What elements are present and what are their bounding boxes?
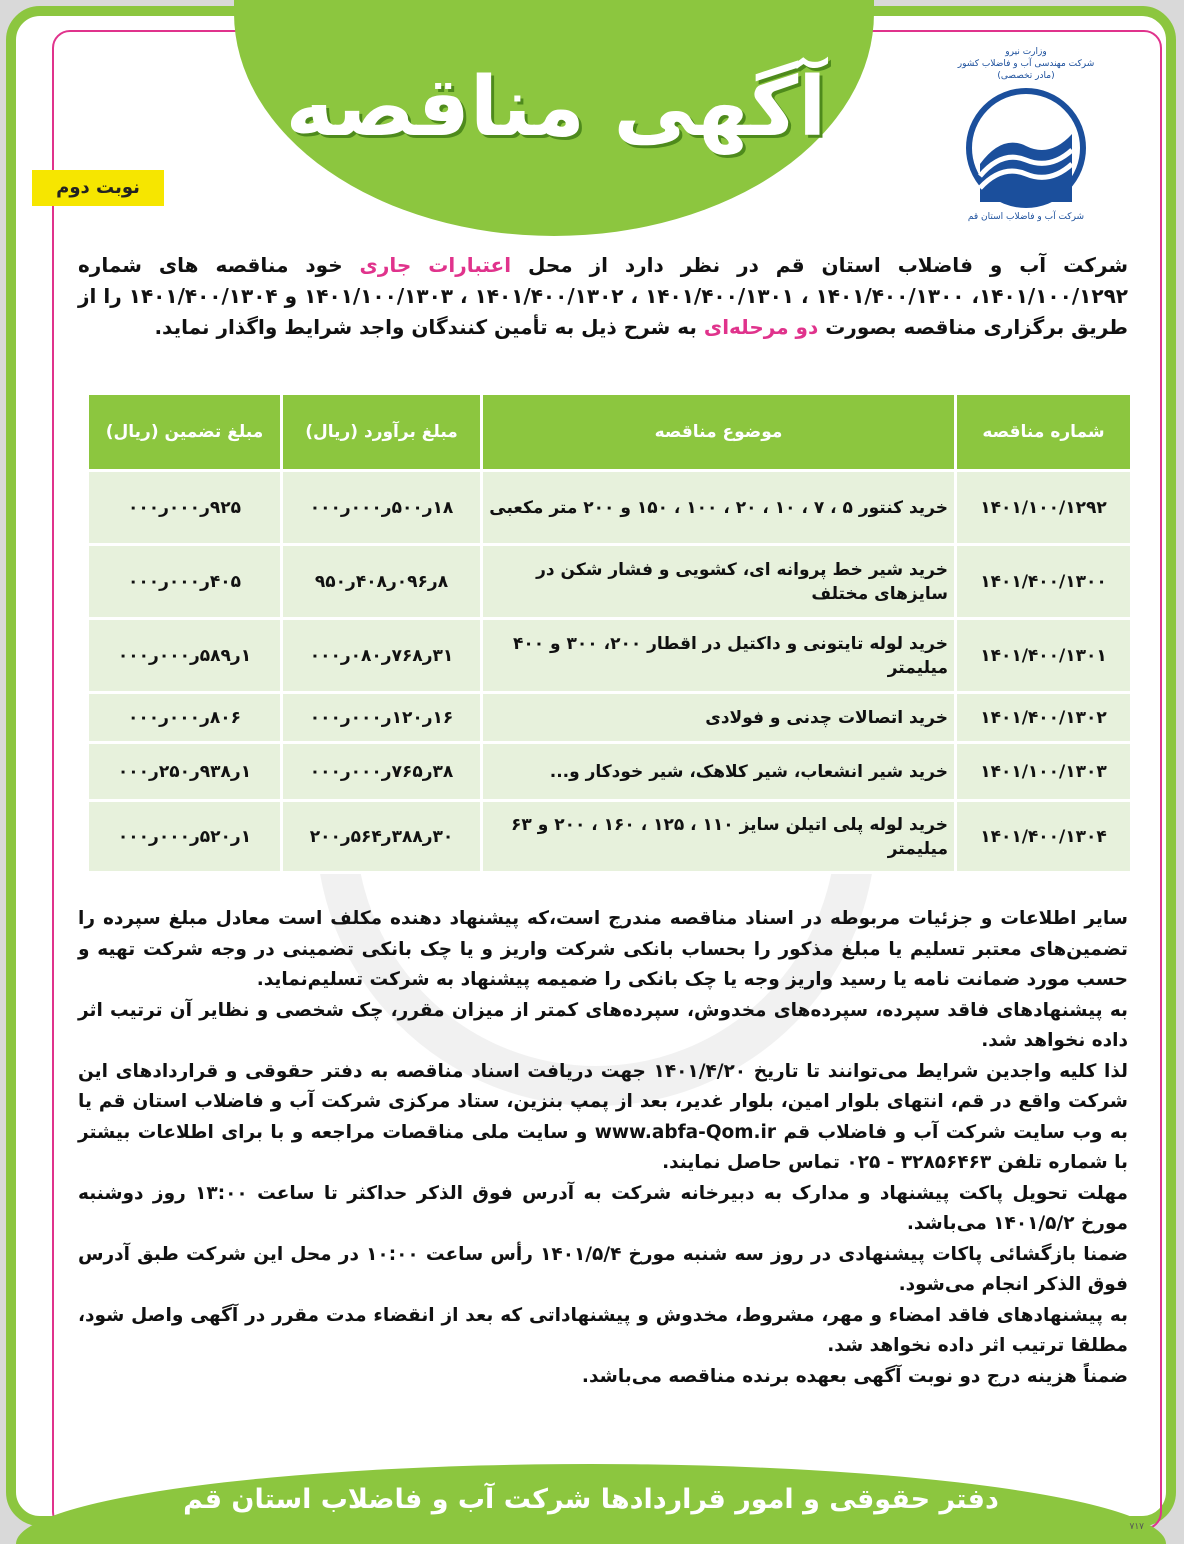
- cell-subject: خرید لوله پلی اتیلن سایز ۱۱۰ ، ۱۲۵ ، ۱۶۰ ، ۲۰۰ و ۶۳ میلیمتر: [482, 801, 956, 873]
- cell-number: ۱۴۰۱/۴۰۰/۱۳۰۲: [956, 693, 1132, 743]
- paragraph-deposit: سایر اطلاعات و جزئیات مربوطه در اسناد مناقصه مندرج است،که پیشنهاد دهنده مکلف است معادل مبلغ سپرده را تضمین‌های معتبر تسلیم یا مبلغ مذکور را بحساب بانکی شرکت واریز و یا چک بانکی تضمینی در وجه شرکت تهیه و حسب مورد ضمانت نامه یا رسید واریز وجه یا چک بانکی را ضمیمه پیشنهاد به شرکت تسلیم‌نماید.: [78, 908, 1128, 990]
- logo-bottom-text: شرکت آب و فاضلاب استان قم: [967, 212, 1085, 222]
- cell-subject: خرید کنتور ۵ ، ۷ ، ۱۰ ، ۲۰ ، ۱۰۰ ، ۱۵۰ و ۲۰۰ متر مکعبی: [482, 471, 956, 545]
- paragraph-deadline: مهلت تحویل پاکت پیشنهاد و مدارک به دبیرخانه شرکت به آدرس فوق الذکر حداکثر تا ساعت ۱۳:۰۰ روز دوشنبه مورخ ۱۴۰۱/۵/۲ می‌باشد.: [78, 1182, 1128, 1234]
- intro-part2: خود مناقصه های شماره ۱۴۰۱/۱۰۰/۱۲۹۲، ۱۴۰۱/۴۰۰/۱۳۰۰ ، ۱۴۰۱/۴۰۰/۱۳۰۱ ، ۱۴۰۱/۴۰۰/۱۳۰۲ ، ۱۴۰۱/۱۰۰/۱۳۰۳ و ۱۴۰۱/۴۰۰/۱۳۰۴ را از طریق برگزاری مناقصه بصورت: [78, 253, 1128, 339]
- water-logo-icon: [966, 88, 1086, 208]
- cell-number: ۱۴۰۱/۴۰۰/۱۳۰۱: [956, 619, 1132, 693]
- header-number: شماره مناقصه: [956, 394, 1132, 471]
- logo-top-text: وزارت نیرو شرکت مهندسی آب و فاضلاب کشور (مادر تخصصی): [957, 47, 1095, 81]
- company-logo: [946, 46, 1106, 266]
- table-row: [88, 693, 1132, 743]
- cell-subject: خرید شیر خط پروانه ای، کشویی و فشار شکن در سایزهای مختلف: [482, 545, 956, 619]
- table-row: [88, 743, 1132, 801]
- cell-estimate: ۱۶ر۱۲۰ر۰۰۰ر۰۰۰: [282, 693, 482, 743]
- cell-number: ۱۴۰۱/۴۰۰/۱۳۰۰: [956, 545, 1132, 619]
- cell-estimate: ۳۸ر۷۶۵ر۰۰۰ر۰۰۰: [282, 743, 482, 801]
- table-row: [88, 801, 1132, 873]
- cell-estimate: ۱۸ر۵۰۰ر۰۰۰ر۰۰۰: [282, 471, 482, 545]
- conditions-text: [78, 904, 1128, 1392]
- ad-frame: [6, 6, 1176, 1532]
- cell-subject: خرید شیر انشعاب، شیر کلاهک، شیر خودکار و...: [482, 743, 956, 801]
- header-guarantee: مبلغ تضمین (ریال): [88, 394, 282, 471]
- cell-subject: خرید لوله تایتونی و داکتیل در اقطار ۲۰۰، ۳۰۰ و ۴۰۰ میلیمتر: [482, 619, 956, 693]
- intro-stages: دو مرحله‌ای: [703, 315, 819, 339]
- paragraph-documents: لذا کلیه واجدین شرایط می‌توانند تا تاریخ ۱۴۰۱/۴/۲۰ جهت دریافت اسناد مناقصه به دفتر حقوقی و قراردادهای این شرکت واقع در قم، انتهای بلوار امین، بلوار غدیر، بعد از پمپ بنزین، ستاد مرکزی شرکت آب و فاضلاب استان قم یا به وب سایت شرکت آب و فاضلاب قم www.abfa-Qom.ir و سایت ملی مناقصات مراجعه و با برای اطلاعات بیشتر با شماره تلفن ۳۲۸۵۶۴۶۳ - ۰۲۵ تماس حاصل نمایند.: [78, 1060, 1128, 1173]
- table-header-row: [88, 394, 1132, 471]
- table-row: [88, 545, 1132, 619]
- page-title: آگهی مناقصه: [285, 60, 827, 155]
- cell-estimate: ۸ر۰۹۶ر۴۰۸ر۹۵۰: [282, 545, 482, 619]
- footer-text: دفتر حقوقی و امور قراردادها شرکت آب و فاضلاب استان قم: [183, 1484, 999, 1515]
- cell-guarantee: ۹۲۵ر۰۰۰ر۰۰۰: [88, 471, 282, 545]
- header-estimate: مبلغ برآورد (ریال): [282, 394, 482, 471]
- cell-subject: خرید اتصالات چدنی و فولادی: [482, 693, 956, 743]
- intro-funding: اعتبارات جاری: [359, 253, 512, 277]
- ad-code: ۷۱۷: [1129, 1522, 1144, 1532]
- paragraph-opening: ضمنا بازگشائی پاکات پیشنهادی در روز سه شنبه مورخ ۱۴۰۱/۵/۴ رأس ساعت ۱۰:۰۰ در محل این شرکت طبق آدرس فوق الذکر انجام می‌شود.: [78, 1243, 1129, 1295]
- cell-guarantee: ۸۰۶ر۰۰۰ر۰۰۰: [88, 693, 282, 743]
- cell-guarantee: ۱ر۵۸۹ر۰۰۰ر۰۰۰: [88, 619, 282, 693]
- cell-guarantee: ۴۰۵ر۰۰۰ر۰۰۰: [88, 545, 282, 619]
- cell-number: ۱۴۰۱/۴۰۰/۱۳۰۴: [956, 801, 1132, 873]
- table-row: [88, 471, 1132, 545]
- paragraph-invalid-deposit: به پیشنهادهای فاقد سپرده، سپرده‌های مخدوش، سپرده‌های کمتر از میزان مقرر، چک شخصی و نظایر آن ترتیب اثر داده نخواهد شد.: [78, 999, 1128, 1051]
- paragraph-cost: ضمناً هزینه درج دو نوبت آگهی بعهده برنده مناقصه می‌باشد.: [581, 1365, 1128, 1387]
- cell-guarantee: ۱ر۵۲۰ر۰۰۰ر۰۰۰: [88, 801, 282, 873]
- cell-estimate: ۳۰ر۳۸۸ر۵۶۴ر۲۰۰: [282, 801, 482, 873]
- cell-estimate: ۳۱ر۷۶۸ر۰۸۰ر۰۰۰: [282, 619, 482, 693]
- tender-table: [86, 392, 1133, 874]
- round-badge: نوبت دوم: [32, 170, 164, 206]
- cell-guarantee: ۱ر۹۳۸ر۲۵۰ر۰۰۰: [88, 743, 282, 801]
- header-subject: موضوع مناقصه: [482, 394, 956, 471]
- cell-number: ۱۴۰۱/۱۰۰/۱۳۰۳: [956, 743, 1132, 801]
- cell-number: ۱۴۰۱/۱۰۰/۱۲۹۲: [956, 471, 1132, 545]
- paragraph-invalid-bids: به پیشنهادهای فاقد امضاء و مهر، مشروط، مخدوش و پیشنهاداتی که بعد از انقضاء مدت مقرر در آگهی واصل شود، مطلقا ترتیب اثر داده نخواهد شد.: [78, 1304, 1128, 1356]
- intro-part1: شرکت آب و فاضلاب استان قم در نظر دارد از محل: [528, 253, 1128, 277]
- intro-paragraph: [78, 250, 1128, 343]
- table-row: [88, 619, 1132, 693]
- intro-part3: به شرح ذیل به تأمین کنندگان واجد شرایط واگذار نماید.: [154, 315, 697, 339]
